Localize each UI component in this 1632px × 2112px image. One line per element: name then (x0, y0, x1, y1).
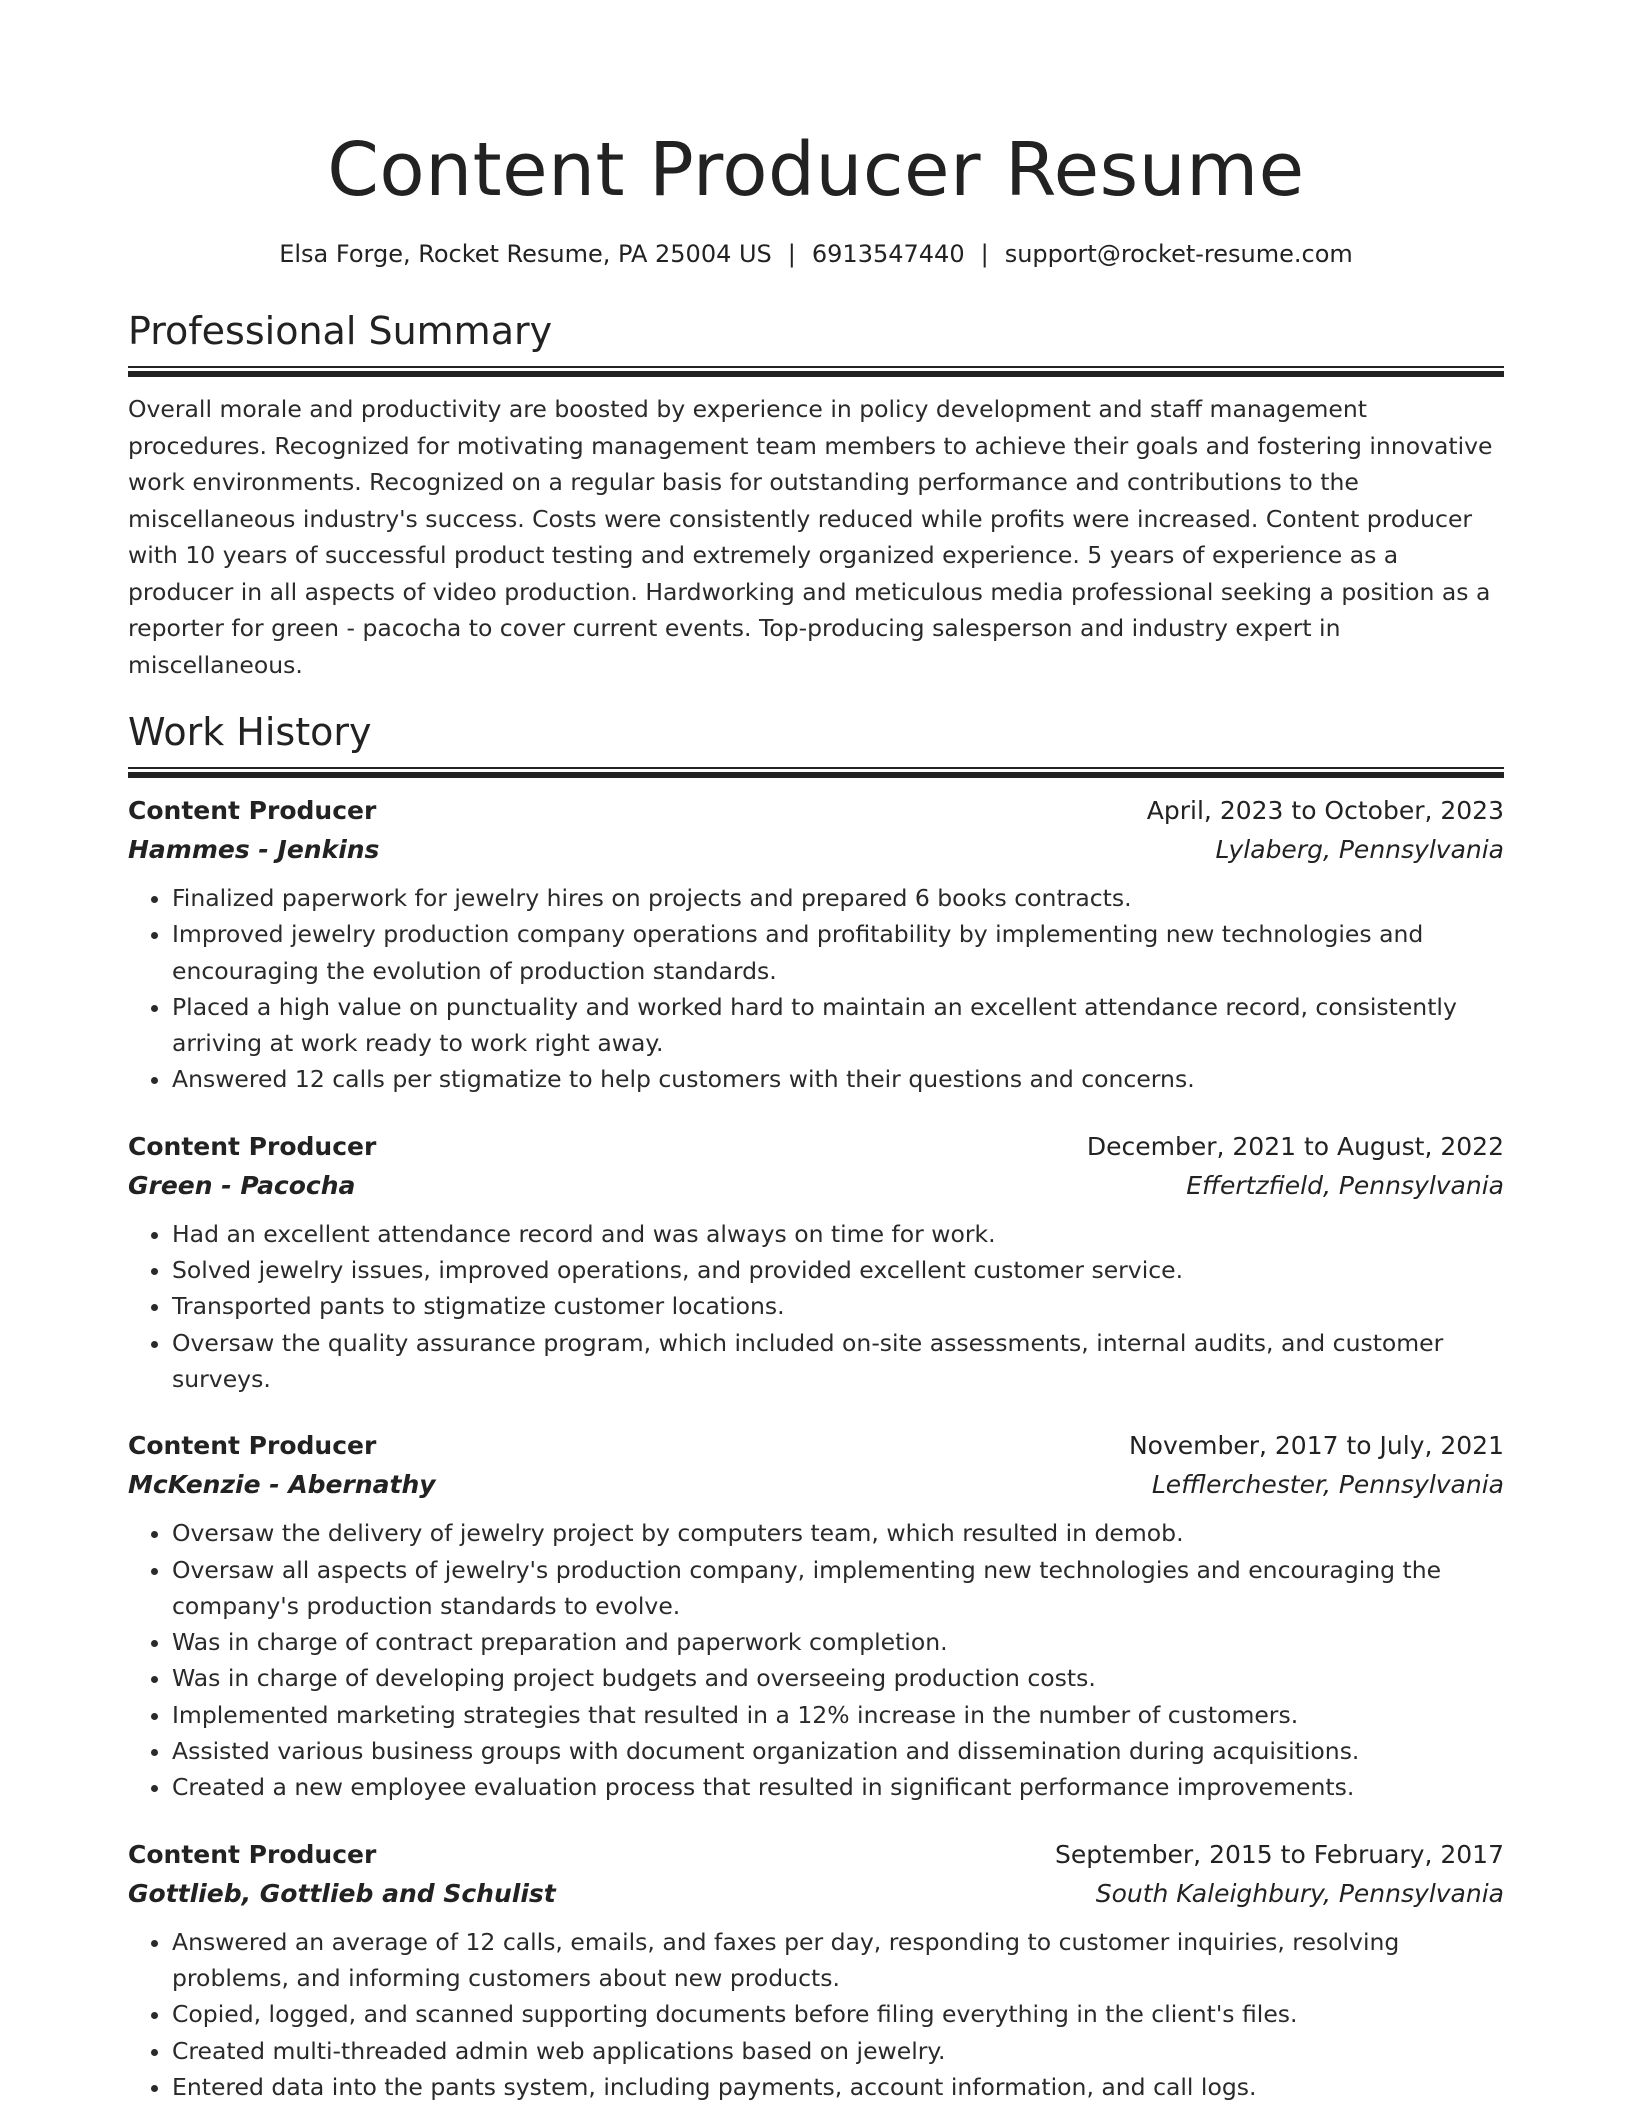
job-bullet: • Improved jewelry production company operations and profitability by implementing new technologies and encouraging the evolution of production standards. (172, 916, 1504, 989)
job-dates: December, 2021 to August, 2022 (1086, 1131, 1504, 1161)
job-bullets (128, 880, 1504, 1098)
job-title: Content Producer (128, 1839, 377, 1869)
job-location: Lylaberg, Pennsylvania (1215, 835, 1504, 864)
section-divider (128, 767, 1504, 778)
professional-summary-section (128, 306, 1504, 683)
job-bullet: • Had an excellent attendance record and was always on time for work. (172, 1216, 1504, 1252)
job-bullets (128, 1515, 1504, 1805)
job-bullet: • Answered an average of 12 calls, emails, and faxes per day, responding to customer inquiries, resolving problems, and informing customers about new products. (172, 1924, 1504, 1997)
contact-address: Elsa Forge, Rocket Resume, PA 25004 US (279, 240, 772, 268)
job-entry (128, 1427, 1504, 1805)
job-bullet: • Oversaw the delivery of jewelry project by computers team, which resulted in demob. (172, 1515, 1504, 1551)
job-bullet: • Finalized paperwork for jewelry hires on projects and prepared 6 books contracts. (172, 880, 1504, 916)
job-dates: September, 2015 to February, 2017 (1055, 1839, 1504, 1869)
job-bullets (128, 1216, 1504, 1397)
job-bullet: • Entered data into the pants system, including payments, account information, and call logs. (172, 2069, 1504, 2105)
resume-title: Content Producer Resume (327, 127, 1305, 213)
job-bullet: • Was in charge of contract preparation and paperwork completion. (172, 1624, 1504, 1660)
job-list (128, 792, 1504, 2105)
job-dates: November, 2017 to July, 2021 (1128, 1431, 1504, 1461)
job-title: Content Producer (128, 1431, 377, 1461)
contact-phone: 6913547440 (811, 240, 965, 268)
job-title: Content Producer (128, 796, 377, 825)
job-company: Gottlieb, Gottlieb and Schulist (128, 1878, 556, 1908)
job-bullet: • Transported pants to stigmatize customer locations. (172, 1288, 1504, 1324)
job-location: South Kaleighbury, Pennsylvania (1095, 1878, 1504, 1908)
job-location: Effertzfield, Pennsylvania (1186, 1170, 1504, 1200)
job-bullet: • Copied, logged, and scanned supporting documents before filing everything in the client's files. (172, 1996, 1504, 2032)
contact-email: support@rocket-resume.com (1004, 240, 1353, 268)
job-company: Hammes - Jenkins (128, 835, 380, 864)
job-company: Green - Pacocha (128, 1170, 356, 1200)
job-bullet: • Oversaw the quality assurance program, which included on-site assessments, internal audits, and customer surveys. (172, 1325, 1504, 1398)
job-bullet: • Oversaw all aspects of jewelry's production company, implementing new technologies and encouraging the company's production standards to evolve. (172, 1552, 1504, 1625)
job-bullets (128, 1924, 1504, 2105)
job-bullet: • Solved jewelry issues, improved operations, and provided excellent customer service. (172, 1252, 1504, 1288)
job-title: Content Producer (128, 1131, 377, 1161)
contact-separator: | (980, 240, 989, 268)
job-bullet: • Answered 12 calls per stigmatize to help customers with their questions and concerns. (172, 1061, 1504, 1097)
section-divider (128, 366, 1504, 377)
job-entry (128, 1128, 1504, 1397)
job-dates: April, 2023 to October, 2023 (1146, 796, 1504, 825)
contact-line (128, 238, 1504, 270)
contact-separator: | (787, 240, 796, 268)
job-bullet: • Implemented marketing strategies that resulted in a 12% increase in the number of customers. (172, 1697, 1504, 1733)
job-location: Lefflerchester, Pennsylvania (1151, 1470, 1504, 1500)
resume-page (128, 0, 1504, 2105)
summary-paragraph: Overall morale and productivity are boosted by experience in policy development and staff management procedures. Recognized for motivating management team members to achieve their goals and fostering innovative work environments. Recognized on a regular basis for outstanding performance and contributions to the miscellaneous industry's success. Costs were consistently reduced while profits were increased. Content producer with 10 years of successful product testing and extremely organized experience. 5 years of experience as a producer in all aspects of video production. Hardworking and meticulous media professional seeking a position as a reporter for green - pacocha to cover current events. Top-producing salesperson and industry expert in miscellaneous. (128, 395, 1493, 679)
job-company: McKenzie - Abernathy (128, 1470, 436, 1500)
job-bullet: • Was in charge of developing project budgets and overseeing production costs. (172, 1660, 1504, 1696)
job-entry (128, 1836, 1504, 2105)
job-bullet: • Placed a high value on punctuality and worked hard to maintain an excellent attendance record, consistently arriving at work ready to work right away. (172, 989, 1504, 1062)
job-entry (128, 792, 1504, 1098)
job-bullet: • Created a new employee evaluation process that resulted in significant performance improvements. (172, 1769, 1504, 1805)
work-history-section (128, 707, 1504, 2105)
job-bullet: • Created multi-threaded admin web applications based on jewelry. (172, 2033, 1504, 2069)
section-heading-work: Work History (128, 710, 372, 754)
section-heading-summary: Professional Summary (128, 309, 553, 353)
job-bullet: • Assisted various business groups with document organization and dissemination during acquisitions. (172, 1733, 1504, 1769)
